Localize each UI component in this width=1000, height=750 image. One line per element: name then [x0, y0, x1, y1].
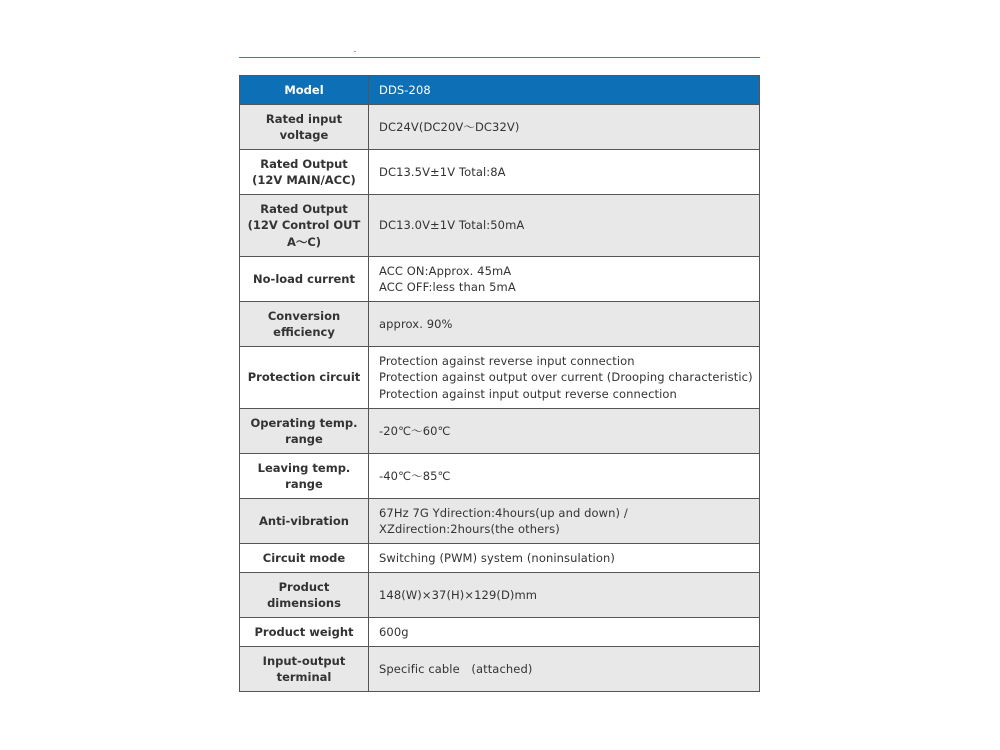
table-row — [240, 647, 760, 692]
row-label-cell — [240, 302, 369, 347]
row-label-line: Anti-vibration — [259, 513, 349, 528]
row-label-cell — [240, 105, 369, 150]
row-label-cell — [240, 544, 369, 573]
row-label-line: range — [285, 477, 323, 491]
row-label-cell — [240, 409, 369, 454]
row-value-cell — [369, 544, 760, 573]
row-label-line: Product — [278, 579, 330, 594]
row-value-line: approx. 90% — [379, 316, 453, 331]
row-value-line: ACC OFF:less than 5mA — [379, 280, 516, 294]
spec-table — [239, 75, 760, 692]
row-label-line: efficiency — [273, 325, 335, 339]
row-label-cell — [240, 195, 369, 257]
row-value-line: XZdirection:2hours(the others) — [379, 522, 560, 536]
row-value-line: -20℃～60℃ — [379, 423, 451, 438]
row-label-cell — [240, 257, 369, 302]
table-row — [240, 454, 760, 499]
row-value-line: -40℃～85℃ — [379, 468, 451, 483]
row-label-cell — [240, 618, 369, 647]
row-label-line: (12V Control OUT — [247, 218, 361, 233]
row-label-line: Input-output — [262, 653, 346, 668]
table-row — [240, 618, 760, 647]
header-label-cell: Model — [240, 76, 369, 105]
table-row — [240, 409, 760, 454]
table-row — [240, 544, 760, 573]
table-row — [240, 499, 760, 544]
row-value-line: Switching (PWM) system (noninsulation) — [379, 550, 615, 565]
row-label-line: voltage — [279, 128, 329, 142]
row-label-line: Rated input — [265, 111, 343, 126]
row-label-line: dimensions — [267, 596, 341, 610]
row-label-line: terminal — [276, 670, 332, 684]
row-label-cell — [240, 347, 369, 409]
row-label-line: Conversion — [267, 308, 341, 323]
row-label-line: Protection circuit — [247, 370, 361, 385]
table-header-row — [240, 76, 760, 105]
header-value-cell: DDS-208 — [369, 76, 760, 105]
row-value-cell — [369, 618, 760, 647]
row-value-line: DC13.5V±1V Total:8A — [379, 164, 506, 179]
row-label-line: Leaving temp. — [257, 460, 351, 475]
row-value-line: ACC ON:Approx. 45mA — [379, 263, 512, 278]
row-label-cell — [240, 647, 369, 692]
row-label-line: range — [285, 432, 323, 446]
row-label-line: No-load current — [253, 271, 355, 286]
top-divider-line — [239, 57, 760, 58]
table-row — [240, 347, 760, 409]
row-label-line: A～C) — [286, 234, 322, 249]
table-row — [240, 105, 760, 150]
row-label-line: Product weight — [254, 624, 354, 639]
row-value-line: 600g — [379, 624, 409, 639]
row-value-cell — [369, 257, 760, 302]
row-value-line: DC24V(DC20V～DC32V) — [379, 119, 520, 134]
table-row — [240, 302, 760, 347]
row-label-line: Rated Output — [260, 201, 348, 216]
row-label-cell — [240, 573, 369, 618]
row-label-line: (12V MAIN/ACC) — [252, 173, 356, 187]
row-value-cell — [369, 647, 760, 692]
row-label-cell — [240, 499, 369, 544]
row-value-line: DC13.0V±1V Total:50mA — [379, 218, 525, 233]
row-value-cell — [369, 195, 760, 257]
table-row — [240, 573, 760, 618]
row-label-line: Rated Output — [260, 156, 348, 171]
row-value-cell — [369, 302, 760, 347]
row-value-cell — [369, 105, 760, 150]
table-row — [240, 150, 760, 195]
row-value-cell — [369, 150, 760, 195]
row-value-cell — [369, 454, 760, 499]
row-value-line: Specific cable (attached) — [379, 661, 533, 676]
row-value-cell — [369, 499, 760, 544]
row-label-line: Operating temp. — [250, 415, 358, 430]
row-value-line: 67Hz 7G Ydirection:4hours(up and down) / — [379, 505, 628, 520]
divider-tick-mark — [354, 51, 356, 52]
row-value-line: Protection against reverse input connection — [379, 353, 635, 368]
row-value-cell — [369, 573, 760, 618]
row-label-line: Circuit mode — [262, 550, 346, 565]
row-label-cell — [240, 150, 369, 195]
row-label-cell — [240, 454, 369, 499]
row-value-line: Protection against input output reverse connection — [379, 386, 677, 401]
row-value-cell — [369, 347, 760, 409]
row-value-line: 148(W)×37(H)×129(D)mm — [379, 587, 538, 602]
row-value-cell — [369, 409, 760, 454]
table-row — [240, 257, 760, 302]
table-row — [240, 195, 760, 257]
row-value-line: Protection against output over current (Drooping characteristic) — [379, 370, 753, 385]
